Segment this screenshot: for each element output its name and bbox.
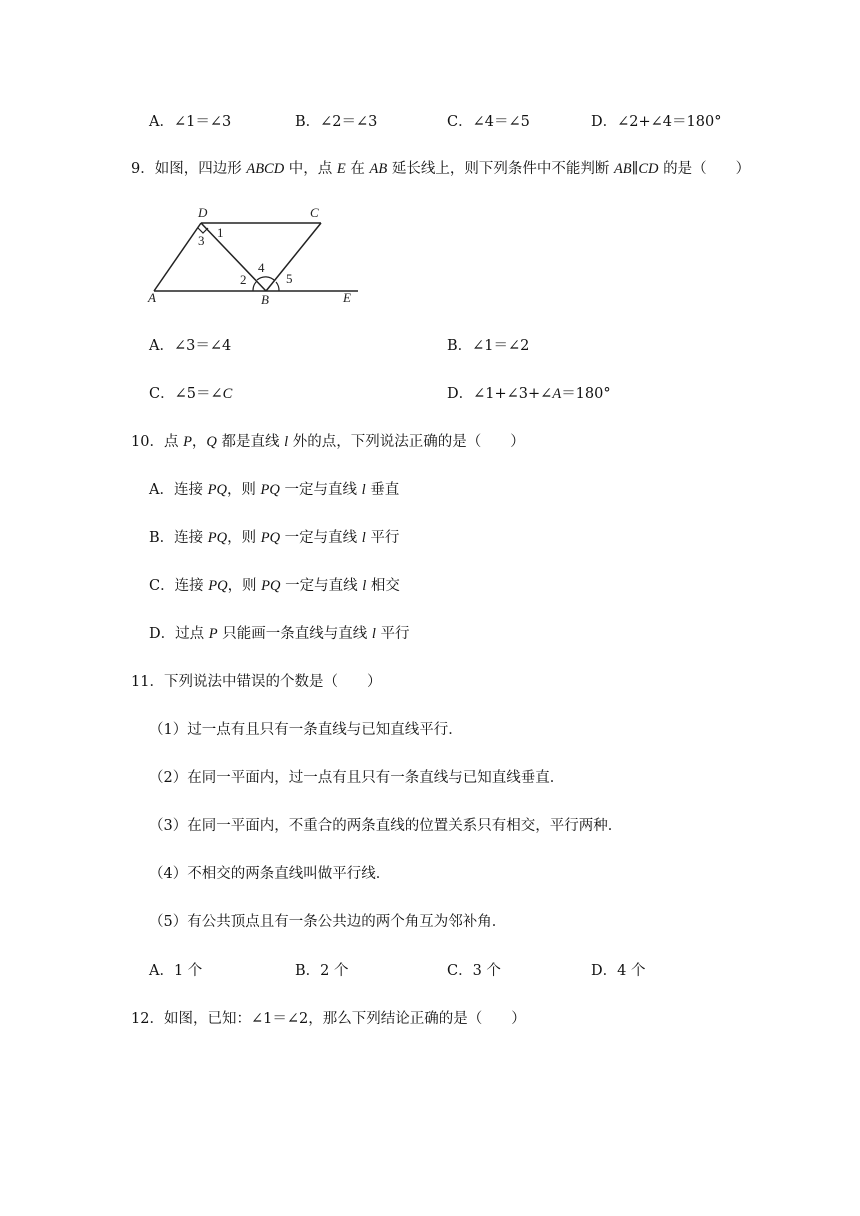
q10-c-l: l <box>362 578 367 594</box>
q9-stem-suffix: 的是（ ） <box>658 161 751 177</box>
q10-b-l: l <box>361 530 366 546</box>
q10-a-prefix: A．连接 <box>149 482 208 498</box>
q11-option-d: D．4 个 <box>591 963 646 979</box>
q9-option-a: A．∠3＝∠4 <box>149 338 232 354</box>
q11-statement-3: （3）在同一平面内，不重合的两条直线的位置关系只有相交，平行两种． <box>149 818 623 834</box>
q10-stem-suffix: 都是直线 <box>216 434 285 450</box>
q9-stem <box>131 159 750 179</box>
q9-option-c <box>149 384 232 404</box>
q10-b-pq: PQ <box>207 530 228 546</box>
q9-figure <box>140 200 370 312</box>
q10-b-pq2: PQ <box>260 530 281 546</box>
label-angle-2: 2 <box>240 272 247 287</box>
q9-option-d-tail: ＝180° <box>561 386 611 402</box>
label-angle-1: 1 <box>217 225 224 240</box>
q11-statement-1: （1）过一点有且只有一条直线与已知直线平行． <box>149 722 463 738</box>
q10-d-end: 平行 <box>375 626 410 642</box>
line-ad <box>154 223 201 291</box>
q10-c-prefix: C．连接 <box>149 578 209 594</box>
q9-stem-e: E <box>336 161 346 177</box>
q9-option-b: B．∠1＝∠2 <box>447 338 530 354</box>
line-db <box>201 223 266 291</box>
q10-c-tail: 一定与直线 <box>280 578 363 594</box>
label-angle-5: 5 <box>286 271 293 286</box>
q10-c-pq2: PQ <box>261 578 281 594</box>
q10-a-mid: ，则 <box>226 482 261 498</box>
q8-option-a: A．∠1＝∠3 <box>149 114 232 130</box>
label-angle-3: 3 <box>198 233 205 248</box>
q8-option-b: B．∠2＝∠3 <box>295 114 378 130</box>
label-e: E <box>343 290 351 305</box>
q9-stem-mid3: 延长线上，则下列条件中不能判断 <box>387 161 614 177</box>
q9-stem-abcd: ABCD <box>246 161 285 177</box>
angle-arc-5 <box>276 282 279 291</box>
q10-option-d <box>149 624 409 644</box>
q8-option-c: C．∠4＝∠5 <box>447 114 530 130</box>
q10-p: P <box>183 434 192 450</box>
q10-option-a <box>149 480 399 500</box>
q11-stem: 11．下列说法中错误的个数是（ ） <box>131 674 382 690</box>
label-a: A <box>148 290 156 305</box>
q10-b-tail: 一定与直线 <box>280 530 362 546</box>
q10-b-end: 平行 <box>365 530 400 546</box>
q9-option-d <box>447 384 611 404</box>
q9-stem-mid1: 中，点 <box>284 161 337 177</box>
q9-option-c-text: C．∠5＝∠ <box>149 386 223 402</box>
q10-comma: ， <box>191 434 207 450</box>
q10-q: Q <box>206 434 217 450</box>
q9-option-c-var: C <box>222 386 233 402</box>
q10-stem <box>131 432 525 452</box>
q10-option-b <box>149 528 399 548</box>
q10-d-p: P <box>208 626 218 642</box>
q9-stem-prefix: 9．如图，四边形 <box>131 161 247 177</box>
q10-a-pq: PQ <box>207 482 227 498</box>
q9-option-d-var: A <box>552 386 562 402</box>
q11-option-a: A．1 个 <box>149 963 203 979</box>
angle-arc-2 <box>253 281 257 291</box>
q10-a-tail: 一定与直线 <box>279 482 362 498</box>
label-angle-4: 4 <box>258 260 265 275</box>
q10-c-pq: PQ <box>208 578 228 594</box>
angle-arc-4 <box>257 277 275 281</box>
q10-stem-end: 外的点，下列说法正确的是（ ） <box>288 434 525 450</box>
q10-a-l: l <box>361 482 366 498</box>
q10-a-pq2: PQ <box>260 482 280 498</box>
q10-option-c <box>149 576 400 596</box>
label-b: B <box>261 292 269 307</box>
q10-c-mid: ，则 <box>227 578 262 594</box>
q9-stem-ab: AB <box>369 161 388 177</box>
q9-stem-ab-parallel-cd: AB∥CD <box>613 161 659 177</box>
q10-stem-prefix: 10．点 <box>131 434 184 450</box>
q11-option-b: B．2 个 <box>295 963 349 979</box>
q9-option-d-text: D．∠1+∠3+∠ <box>447 386 553 402</box>
q12-stem: 12．如图，已知：∠1＝∠2，那么下列结论正确的是（ ） <box>131 1011 526 1027</box>
q11-statement-5: （5）有公共顶点且有一条公共边的两个角互为邻补角． <box>149 914 507 930</box>
q11-statement-2: （2）在同一平面内，过一点有且只有一条直线与已知直线垂直． <box>149 770 565 786</box>
q10-l: l <box>284 434 289 450</box>
q11-statement-4: （4）不相交的两条直线叫做平行线． <box>149 866 391 882</box>
q10-d-mid: 只能画一条直线与直线 <box>217 626 372 642</box>
q11-option-c: C．3 个 <box>447 963 501 979</box>
q10-b-mid: ，则 <box>227 530 261 546</box>
q10-b-prefix: B．连接 <box>149 530 208 546</box>
label-c: C <box>310 205 319 220</box>
q10-c-end: 相交 <box>366 578 400 594</box>
q9-stem-mid2: 在 <box>345 161 370 177</box>
q10-a-end: 垂直 <box>365 482 400 498</box>
q8-option-d: D．∠2+∠4＝180° <box>591 114 722 130</box>
q10-d-prefix: D．过点 <box>149 626 209 642</box>
label-d: D <box>198 205 208 220</box>
q10-d-l: l <box>371 626 376 642</box>
